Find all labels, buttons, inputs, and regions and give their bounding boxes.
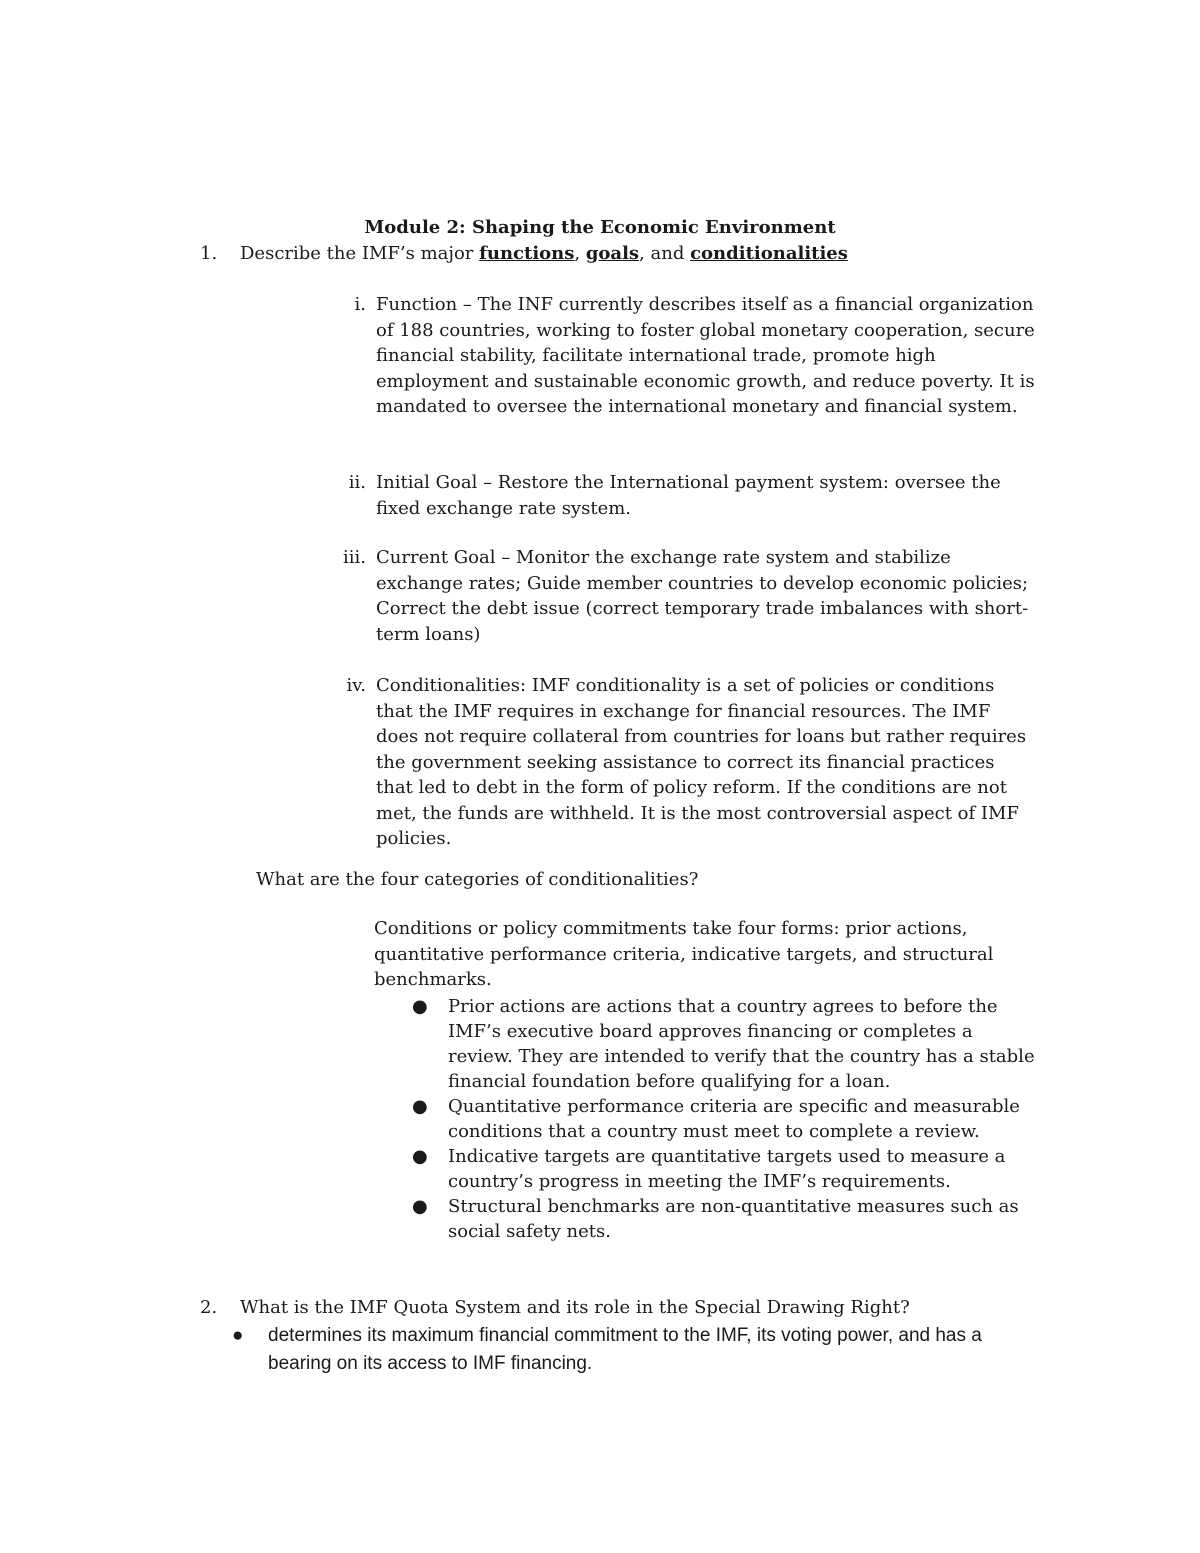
bullet-icon: ● (412, 996, 428, 1017)
roman-text: Current Goal – Monitor the exchange rate system and stabilize exchange rates; Guide member countries to develop economic policies; Correct the debt issue (correct temporary trade imbalances with short-term loans) (376, 547, 1029, 645)
roman-label: ii. (348, 472, 366, 493)
list-item (412, 1144, 1038, 1194)
keyword-conditionalities: conditionalities (690, 243, 848, 264)
roman-item (348, 470, 1036, 521)
list-item (412, 1094, 1038, 1144)
question-2 (200, 1296, 1060, 1320)
question-2-number: 2. (200, 1297, 218, 1318)
question-1 (200, 242, 1020, 266)
roman-item (346, 673, 1036, 852)
question-2-text: What is the IMF Quota System and its role in the Special Drawing Right? (240, 1297, 910, 1318)
roman-label: iv. (346, 675, 366, 696)
separator: , and (639, 243, 691, 264)
bullet-icon: ● (412, 1096, 428, 1117)
conditions-intro: Conditions or policy commitments take four forms: prior actions, quantitative performance criteria, indicative targets, and structural benchmarks. (374, 918, 994, 990)
question-1-text (240, 242, 1020, 266)
separator: , (574, 243, 586, 264)
keyword-goals: goals (585, 243, 640, 264)
conditions-list (412, 994, 1038, 1244)
keyword-functions: functions (479, 243, 575, 264)
roman-item (354, 292, 1036, 420)
page-title: Module 2: Shaping the Economic Environment (364, 217, 836, 238)
roman-label: iii. (343, 547, 366, 568)
question-2-answer-text: determines its maximum financial commitment to the IMF, its voting power, and has a bearing on its access to IMF financing. (268, 1325, 982, 1374)
question-1-prefix: Describe the IMF’s major (240, 243, 480, 264)
list-item (412, 994, 1038, 1094)
roman-text: Function – The INF currently describes itself as a financial organization of 188 countries, working to foster global monetary cooperation, secure financial stability, facilitate international trade, promote high employment and sustainable economic growth, and reduce poverty. It is mandated to oversee the international monetary and financial system. (376, 294, 1035, 417)
list-item-text: Indicative targets are quantitative targets used to measure a country’s progress in meeting the IMF’s requirements. (448, 1146, 1006, 1192)
list-item-text: Quantitative performance criteria are specific and measurable conditions that a country must meet to complete a review. (448, 1096, 1020, 1142)
question-1-number: 1. (200, 243, 218, 264)
bullet-icon: ● (412, 1196, 428, 1217)
roman-label: i. (354, 294, 366, 315)
roman-text: Conditionalities: IMF conditionality is a set of policies or conditions that the IMF requires in exchange for financial resources. The IMF does not require collateral from countries for loans but rather requires the government seeking assistance to correct its financial practices that led to debt in the form of policy reform. If the conditions are not met, the funds are withheld. It is the most controversial aspect of IMF policies. (376, 675, 1027, 849)
list-item (412, 1194, 1038, 1244)
bullet-icon: ● (412, 1146, 428, 1167)
roman-text: Initial Goal – Restore the International payment system: oversee the fixed exchange rate system. (376, 472, 1001, 519)
question-2-answer (232, 1322, 1048, 1378)
followup-question: What are the four categories of conditionalities? (256, 869, 699, 890)
list-item-text: Structural benchmarks are non-quantitative measures such as social safety nets. (448, 1196, 1019, 1242)
roman-item (343, 545, 1036, 647)
list-item-text: Prior actions are actions that a country agrees to before the IMF’s executive board approves financing or completes a review. They are intended to verify that the country has a stable financial foundation before qualifying for a loan. (448, 996, 1035, 1092)
bullet-icon: ● (232, 1325, 244, 1346)
